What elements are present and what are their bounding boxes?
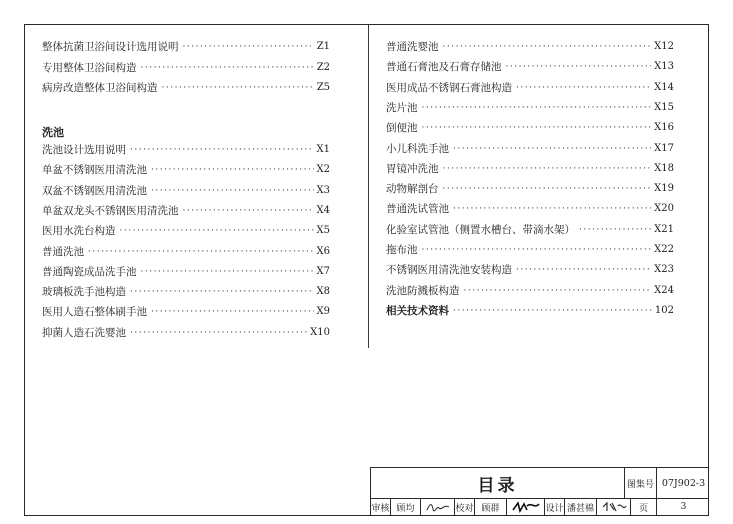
checker-name: 顾群	[475, 498, 507, 516]
dot-leader	[453, 142, 651, 156]
toc-entry	[42, 261, 330, 279]
dot-leader	[443, 40, 652, 54]
reviewer-name: 顾均	[391, 498, 421, 516]
toc-entry-page: X20	[654, 203, 674, 215]
toc-entry	[42, 220, 330, 238]
toc-entry-page: X17	[654, 142, 674, 154]
toc-entry	[42, 322, 330, 340]
dot-leader	[464, 284, 652, 298]
toc-entry	[42, 159, 330, 177]
review-label: 审核	[371, 498, 391, 516]
dot-leader	[151, 184, 314, 198]
column-divider	[368, 25, 369, 348]
toc-entry	[386, 280, 674, 298]
toc-entry-title: 洗片池	[386, 101, 418, 114]
dot-leader	[151, 163, 314, 177]
toc-entry-title: 普通洗池	[42, 245, 84, 258]
toc-entry	[386, 56, 674, 74]
toc-entry-title: 医用人造石整体刷手池	[42, 306, 147, 319]
dot-leader	[130, 326, 307, 340]
toc-entry-title: 普通洗试管池	[386, 203, 449, 216]
toc-entry-title: 小儿科洗手池	[386, 142, 449, 155]
toc-entry-page: X15	[654, 101, 674, 113]
toc-entry	[386, 198, 674, 216]
dot-leader	[422, 121, 652, 135]
dot-leader	[88, 245, 314, 259]
toc-entry	[386, 259, 674, 277]
toc-entry-title: 单盆不锈钢医用清洗池	[42, 164, 147, 177]
toc-entry-page: X3	[316, 184, 330, 196]
dot-leader	[516, 81, 651, 95]
toc-entry	[42, 180, 330, 198]
dot-leader	[443, 162, 652, 176]
section-heading: 洗池	[42, 126, 64, 139]
toc-entry	[386, 300, 674, 318]
toc-entry	[42, 77, 330, 95]
toc-entry-page: X22	[654, 244, 674, 255]
toc-entry	[386, 158, 674, 176]
toc-entry-page: X8	[316, 286, 330, 298]
dot-leader	[516, 263, 651, 277]
toc-entry-page: X9	[316, 306, 330, 318]
dot-leader	[130, 285, 314, 299]
toc-entry-page: Z1	[316, 41, 330, 52]
dot-leader	[422, 101, 652, 115]
toc-entry-title: 拖布池	[386, 244, 418, 256]
toc-entry	[42, 281, 330, 299]
toc-entry	[386, 77, 674, 95]
dot-leader	[162, 81, 314, 95]
toc-entry-title: 双盆不锈钢医用清洗池	[42, 184, 147, 197]
dot-leader	[453, 304, 652, 318]
toc-entry-page: X16	[654, 122, 674, 134]
toc-entry-page: X14	[654, 81, 674, 93]
toc-entry-page: X10	[310, 326, 330, 338]
toc-entry	[42, 200, 330, 218]
dot-leader	[141, 61, 314, 75]
toc-entry-title: 化验室试管池（侧置水槽台、带滴水架）	[386, 223, 575, 236]
toc-entry-page: Z2	[316, 61, 330, 73]
toc-entry-title: 单盆双龙头不锈钢医用清洗池	[42, 204, 179, 217]
toc-entry-page: X2	[316, 164, 330, 176]
toc-entry-page: X19	[654, 183, 674, 195]
atlas-number-label: 图集号	[625, 468, 657, 498]
dot-leader	[453, 202, 651, 216]
page-label: 页	[631, 498, 657, 516]
toc-entry-page: X4	[316, 204, 330, 216]
toc-entry-page: X21	[654, 223, 674, 235]
dot-leader	[579, 223, 651, 237]
page-number: 3	[680, 502, 687, 512]
toc-entry-page: X18	[654, 162, 674, 174]
reviewer-signature	[421, 498, 455, 516]
sheet-title: 目录	[371, 468, 625, 498]
toc-entry-title: 整体抗菌卫浴间设计选用说明	[42, 41, 179, 53]
dot-leader	[422, 243, 652, 257]
toc-entry-page: X1	[316, 144, 330, 155]
dot-leader	[506, 60, 652, 74]
title-block	[370, 467, 709, 515]
design-label: 设计	[545, 498, 565, 516]
toc-entry-page: X5	[316, 225, 330, 237]
dot-leader	[151, 305, 314, 319]
toc-entry-title: 洗池设计选用说明	[42, 144, 126, 156]
toc-entry-title: 胃镜冲洗池	[386, 162, 439, 175]
toc-entry-title: 病房改造整体卫浴间构造	[42, 82, 158, 94]
dot-leader	[183, 40, 314, 54]
toc-entry-title: 医用水洗台构造	[42, 225, 116, 238]
toc-entry	[42, 36, 330, 54]
toc-entry	[42, 139, 330, 157]
toc-entry	[386, 97, 674, 115]
dot-leader	[120, 224, 314, 238]
toc-entry	[386, 178, 674, 196]
toc-entry-title: 普通洗婴池	[386, 41, 439, 53]
toc-entry-page: 102	[654, 304, 674, 316]
dot-leader	[141, 265, 314, 279]
designer-signature	[597, 498, 631, 516]
toc-entry-page: X12	[654, 41, 674, 52]
toc-entry-title: 医用成品不锈钢石膏池构造	[386, 81, 512, 94]
dot-leader	[130, 143, 314, 157]
designer-name: 潘甚棉	[565, 498, 597, 516]
toc-entry-page: X13	[654, 61, 674, 73]
dot-leader	[443, 182, 652, 196]
toc-entry-title: 专用整体卫浴间构造	[42, 61, 137, 74]
toc-entry	[42, 57, 330, 75]
toc-entry-page: X23	[654, 264, 674, 276]
toc-entry-title: 相关技术资料	[386, 304, 449, 317]
toc-entry-page: X7	[316, 265, 330, 277]
toc-entry-page: Z5	[316, 82, 330, 93]
check-label: 校对	[455, 498, 475, 516]
toc-entry-title: 动物解剖台	[386, 183, 439, 196]
toc-entry-title: 普通石膏池及石膏存储池	[386, 61, 502, 74]
toc-entry-title: 玻璃板洗手池构造	[42, 286, 126, 299]
toc-entry	[386, 219, 674, 237]
toc-entry-title: 普通陶瓷成品洗手池	[42, 265, 137, 278]
toc-entry-title: 倒便池	[386, 122, 418, 135]
dot-leader	[183, 204, 314, 218]
checker-signature	[507, 498, 545, 516]
toc-entry-title: 洗池防溅板构造	[386, 284, 460, 297]
toc-entry	[42, 301, 330, 319]
toc-entry	[42, 241, 330, 259]
toc-entry-title: 抑菌人造石洗婴池	[42, 326, 126, 339]
toc-entry	[386, 36, 674, 54]
toc-entry-title: 不锈钢医用清洗池安装构造	[386, 264, 512, 277]
toc-entry	[386, 239, 674, 257]
atlas-number: 07J902-3	[661, 477, 706, 489]
toc-entry-page: X6	[316, 245, 330, 257]
toc-entry	[386, 138, 674, 156]
toc-entry-page: X24	[654, 284, 674, 296]
toc-entry	[386, 117, 674, 135]
